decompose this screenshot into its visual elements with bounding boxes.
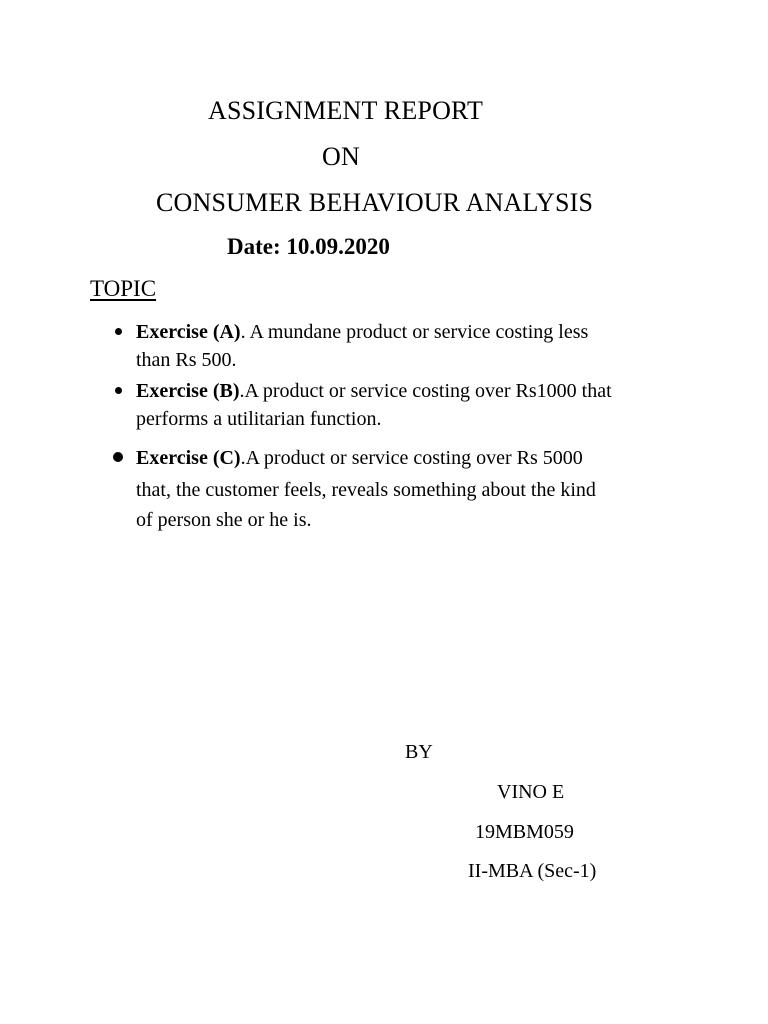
exercise-text: that, the customer feels, reveals something about the kind xyxy=(136,479,596,501)
exercise-label: Exercise (C) xyxy=(136,447,241,469)
roll-number: 19MBM059 xyxy=(475,821,574,843)
report-title-on: ON xyxy=(322,142,360,171)
exercise-label: Exercise (B) xyxy=(136,380,240,402)
exercise-label: Exercise (A) xyxy=(136,321,241,343)
report-date: Date: 10.09.2020 xyxy=(227,234,390,259)
bullet-icon xyxy=(115,387,122,394)
bullet-icon xyxy=(113,452,123,462)
report-title: ASSIGNMENT REPORT xyxy=(208,96,484,125)
author-name: VINO E xyxy=(497,781,565,803)
topic-heading: TOPIC xyxy=(90,276,157,301)
signature-by: BY xyxy=(405,741,433,763)
exercise-text: of person she or he is. xyxy=(136,509,312,531)
exercise-text: . A mundane product or service costing less xyxy=(240,321,589,343)
exercise-text: performs a utilitarian function. xyxy=(136,408,382,430)
exercise-text: .A product or service costing over Rs 5000 xyxy=(240,447,583,469)
exercise-text: than Rs 500. xyxy=(136,349,237,371)
bullet-icon xyxy=(115,328,122,335)
exercise-text: .A product or service costing over Rs1000 that xyxy=(239,380,612,402)
report-subject: CONSUMER BEHAVIOUR ANALYSIS xyxy=(156,188,594,217)
class-section: II-MBA (Sec-1) xyxy=(468,860,597,882)
